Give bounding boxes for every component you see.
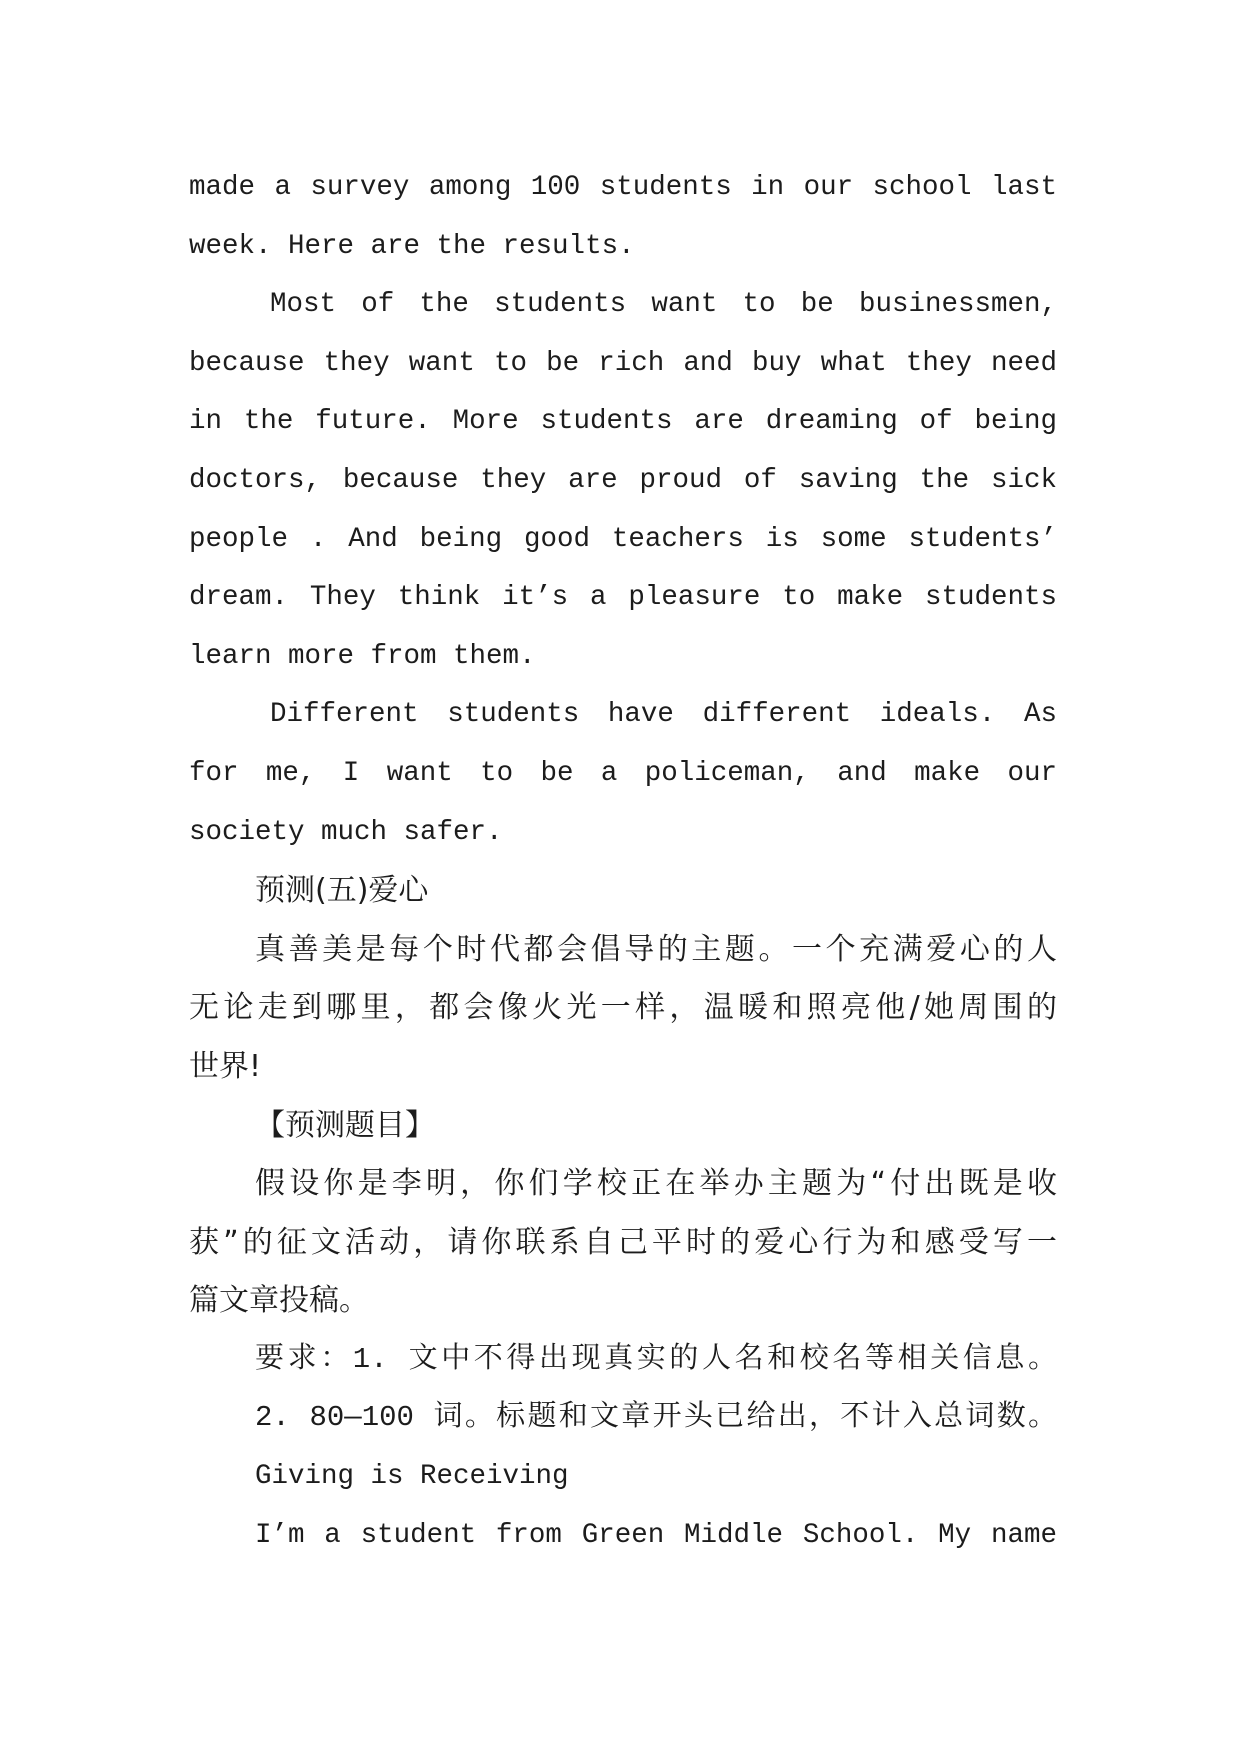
paragraph-intro xyxy=(189,921,1057,1097)
text-line: 假设你是李明，你们学校正在举办主题为“付出既是收 xyxy=(255,1166,1057,1202)
document-body xyxy=(189,159,1057,1565)
text-line: 世界! xyxy=(189,1048,262,1084)
section-heading: 预测(五)爱心 xyxy=(255,873,429,909)
text-line: in the future. More students are dreaming of being xyxy=(189,406,1057,438)
paragraph-survey xyxy=(189,159,1057,276)
text-line: 篇文章投稿。 xyxy=(189,1283,369,1319)
paragraph-ideals xyxy=(189,686,1057,862)
text-line: people . And being good teachers is some students’ xyxy=(189,523,1057,555)
task-heading: 【预测题目】 xyxy=(255,1107,435,1143)
requirements-list xyxy=(189,1331,1057,1448)
paragraph-careers xyxy=(189,276,1057,686)
text-line: 无论走到哪里，都会像火光一样，温暖和照亮他/她周围的 xyxy=(189,990,1057,1026)
essay-title: Giving is Receiving xyxy=(255,1461,569,1493)
text-line: society much safer. xyxy=(189,816,503,848)
requirement-item: 要求：1. 文中不得出现真实的人名和校名等相关信息。 xyxy=(255,1342,1057,1376)
text-line: made a survey among 100 students in our school last xyxy=(189,172,1057,203)
text-line: 获”的征文活动，请你联系自己平时的爱心行为和感受写一 xyxy=(189,1224,1057,1260)
paragraph-task xyxy=(189,1155,1057,1331)
text-line: dream. They think it’s a pleasure to make students xyxy=(189,582,1057,614)
text-line: learn more from them. xyxy=(189,640,536,672)
text-line: because they want to be rich and buy what they need xyxy=(189,347,1057,379)
text-line: Most of the students want to be businessmen, xyxy=(270,289,1057,321)
text-line: Different students have different ideals. As xyxy=(270,699,1057,731)
text-line: 真善美是每个时代都会倡导的主题。一个充满爱心的人 xyxy=(255,931,1057,967)
essay-opening-line: I’m a student from Green Middle School. My name xyxy=(255,1519,1057,1551)
requirement-item: 2. 80—100 词。标题和文章开头已给出，不计入总词数。 xyxy=(255,1401,1057,1435)
text-line: doctors, because they are proud of saving the sick xyxy=(189,464,1057,496)
text-line: week. Here are the results. xyxy=(189,230,635,262)
text-line: for me, I want to be a policeman, and make our xyxy=(189,757,1057,789)
